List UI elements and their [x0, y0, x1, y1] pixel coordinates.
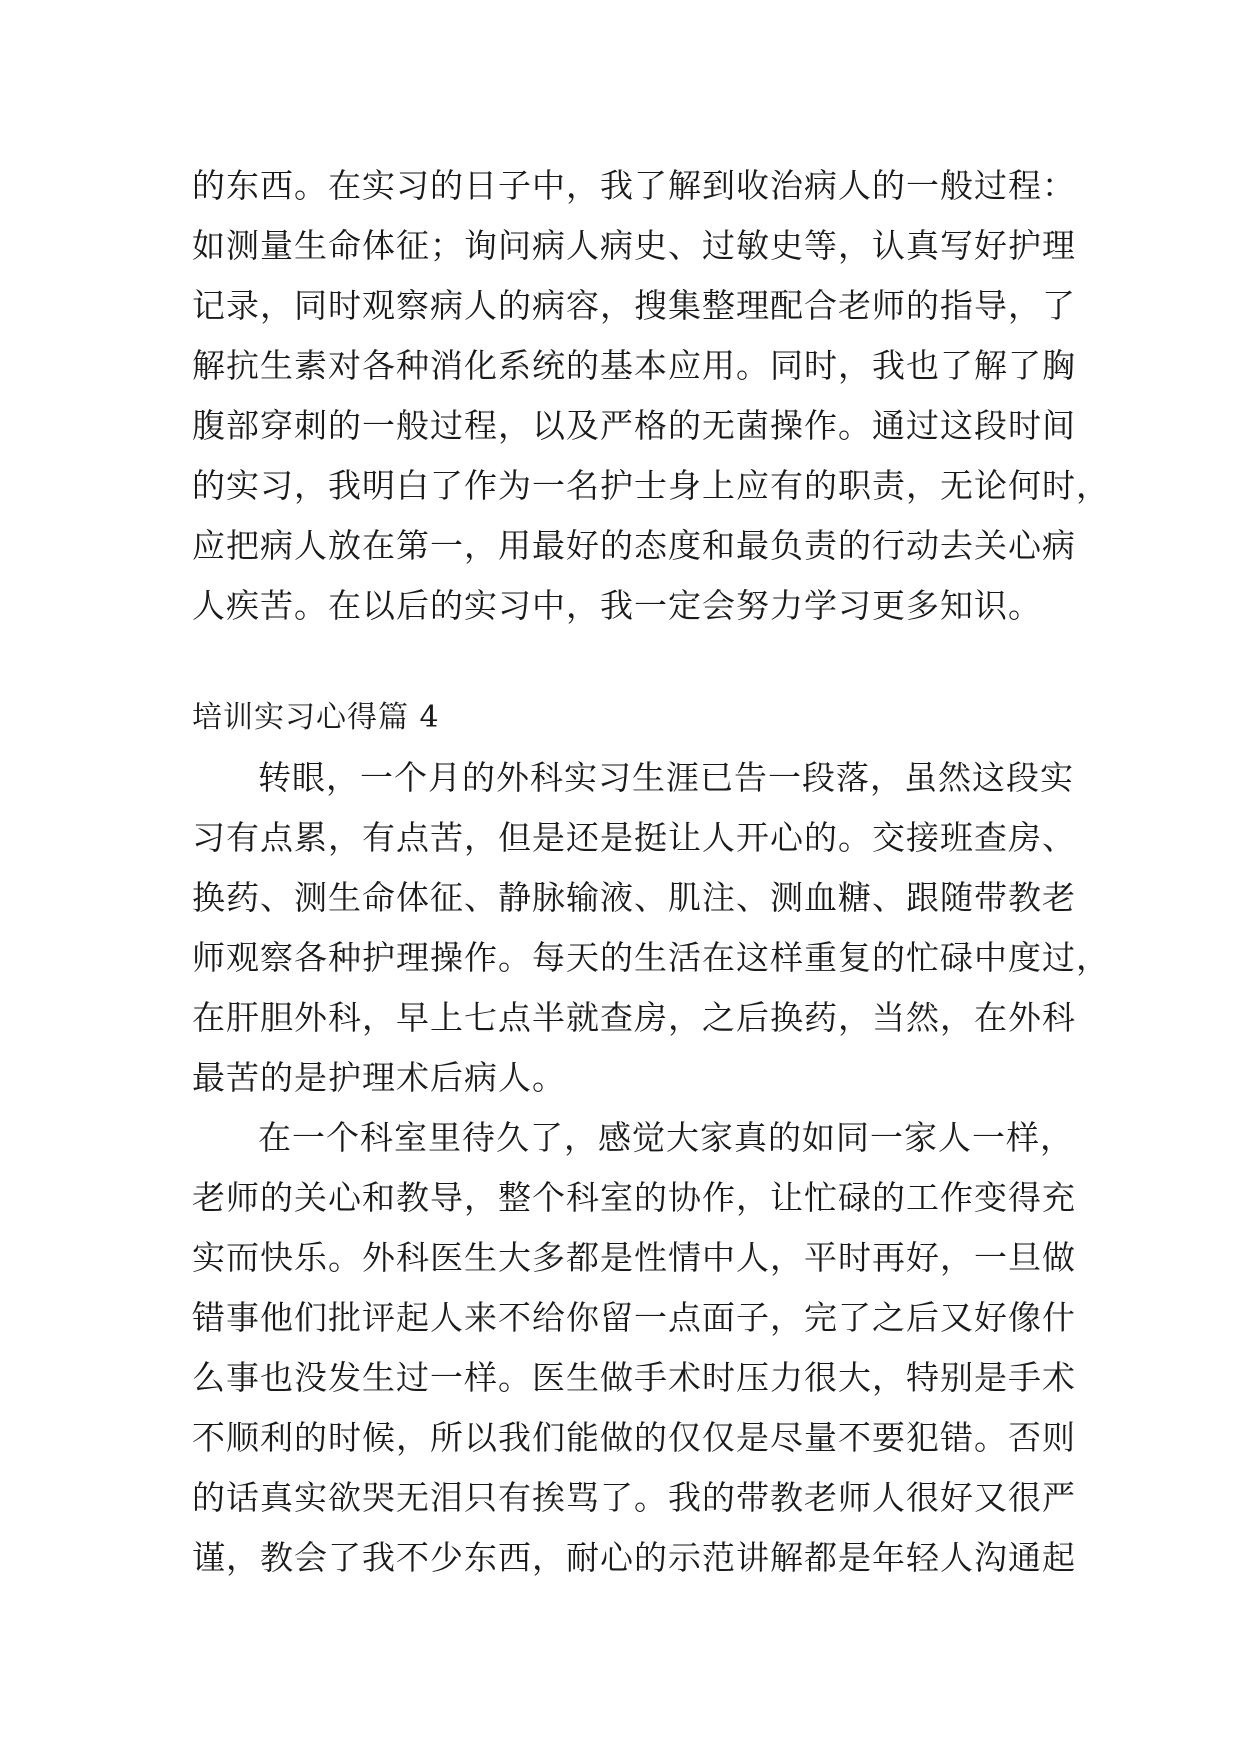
text-line: 习有点累，有点苦，但是还是挺让人开心的。交接班查房、 [192, 818, 1076, 857]
body-paragraph-1 [192, 748, 1110, 1108]
text-line: 实而快乐。外科医生大多都是性情中人，平时再好，一旦做 [192, 1238, 1076, 1277]
text-line: 换药、测生命体征、静脉输液、肌注、测血糖、跟随带教老 [192, 878, 1076, 917]
section-heading: 培训实习心得篇 4 [192, 700, 440, 735]
text-line: 谨，教会了我不少东西，耐心的示范讲解都是年轻人沟通起 [192, 1538, 1076, 1577]
text-line: 人疾苦。在以后的实习中，我一定会努力学习更多知识。 [192, 586, 1042, 625]
text-line: 错事他们批评起人来不给你留一点面子，完了之后又好像什 [192, 1298, 1076, 1337]
text-line: 在一个科室里待久了，感觉大家真的如同一家人一样， [258, 1118, 1074, 1157]
text-line: 的话真实欲哭无泪只有挨骂了。我的带教老师人很好又很严 [192, 1478, 1076, 1517]
text-line: 转眼，一个月的外科实习生涯已告一段落，虽然这段实 [258, 758, 1074, 797]
text-line: 应把病人放在第一，用最好的态度和最负责的行动去关心病 [192, 526, 1076, 565]
text-line: 记录，同时观察病人的病容，搜集整理配合老师的指导，了 [192, 286, 1076, 325]
text-line: 在肝胆外科，早上七点半就查房，之后换药，当然，在外科 [192, 998, 1076, 1037]
text-line: 的东西。在实习的日子中，我了解到收治病人的一般过程： [192, 166, 1076, 205]
text-line: 老师的关心和教导，整个科室的协作，让忙碌的工作变得充 [192, 1178, 1076, 1217]
text-line: 如测量生命体征；询问病人病史、过敏史等，认真写好护理 [192, 226, 1076, 265]
intro-paragraph [192, 156, 1110, 636]
text-line: 么事也没发生过一样。医生做手术时压力很大，特别是手术 [192, 1358, 1076, 1397]
text-line: 不顺利的时候，所以我们能做的仅仅是尽量不要犯错。否则 [192, 1418, 1076, 1457]
text-line: 腹部穿刺的一般过程，以及严格的无菌操作。通过这段时间 [192, 406, 1076, 445]
body-paragraph-2 [192, 1108, 1076, 1588]
text-line: 解抗生素对各种消化系统的基本应用。同时，我也了解了胸 [192, 346, 1076, 385]
text-line: 师观察各种护理操作。每天的生活在这样重复的忙碌中度过， [192, 938, 1110, 977]
text-line: 最苦的是护理术后病人。 [192, 1058, 566, 1097]
text-line: 的实习，我明白了作为一名护士身上应有的职责，无论何时， [192, 466, 1110, 505]
